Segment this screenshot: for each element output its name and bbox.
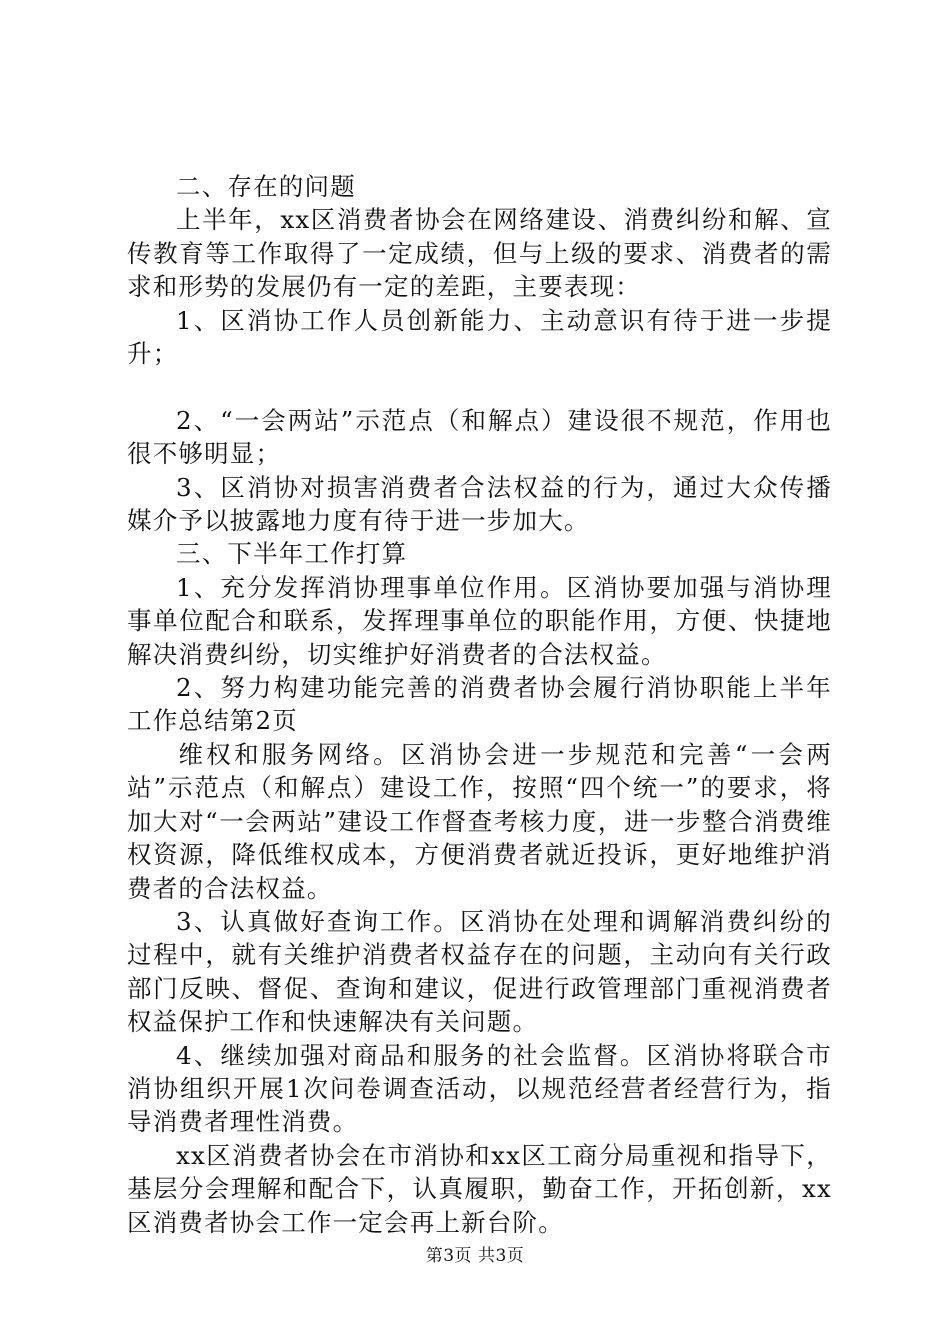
plan-item-1: 1、充分发挥消协理事单位作用。区消协要加强与消协理事单位配合和联系，发挥理事单位的职能作用，方便、快捷地解决消费纠纷，切实维护好消费者的合法权益。: [127, 572, 832, 669]
plan-item-4: 4、继续加强对商品和服务的社会监督。区消协将联合市消协组织开展1次问卷调查活动，以规范经营者经营行为，指导消费者理性消费。: [127, 1040, 832, 1137]
paragraph-summary: 上半年，xx区消费者协会在网络建设、消费纠纷和解、宣传教育等工作取得了一定成绩，但与上级的要求、消费者的需求和形势的发展仍有一定的差距，主要表现：: [127, 205, 832, 302]
section-heading-problems: 二、存在的问题: [176, 172, 356, 201]
problem-item-1: 1、区消协工作人员创新能力、主动意识有待于进一步提升；: [127, 305, 832, 369]
plan-item-3: 3、认真做好查询工作。区消协在处理和调解消费纠纷的过程中，就有关维护消费者权益存在的问题，主动向有关行政部门反映、督促、查询和建议，促进行政管理部门重视消费者权益保护工作和快速解决有关问题。: [127, 906, 832, 1037]
blank-line: [127, 370, 832, 403]
plan-item-2-continued: 维权和服务网络。区消协会进一步规范和完善“一会两站”示范点（和解点）建设工作，按照“四个统一”的要求，将加大对“一会两站”建设工作督查考核力度，进一步整合消费维权资源，降低维权成本，方便消费者就近投诉，更好地维护消费者的合法权益。: [127, 739, 832, 903]
document-body: [127, 170, 832, 1239]
page-footer: 第3页 共3页: [425, 1246, 525, 1266]
problem-item-3: 3、区消协对损害消费者合法权益的行为，通过大众传播媒介予以披露地力度有待于进一步加大。: [127, 472, 832, 536]
plan-item-2: 2、努力构建功能完善的消费者协会履行消协职能上半年工作总结第2页: [127, 673, 832, 736]
problem-item-2: 2、“一会两站”示范点（和解点）建设很不规范，作用也很不够明显；: [127, 405, 832, 469]
section-heading-plans: 三、下半年工作打算: [176, 539, 408, 569]
closing-paragraph: xx区消费者协会在市消协和xx区工商分局重视和指导下，基层分会理解和配合下，认真履职，勤奋工作，开拓创新，xx区消费者协会工作一定会再上新台阶。: [127, 1140, 832, 1237]
